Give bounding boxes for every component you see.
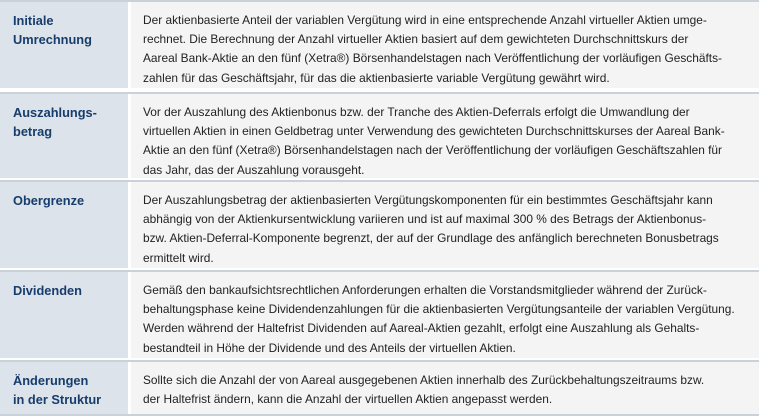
row-text [131, 2, 759, 88]
text-line: Vor der Auszahlung des Aktienbonus bzw. der Tranche des Aktien-Deferrals erfolgt die Umwandlung der [143, 105, 690, 119]
table-row [0, 94, 759, 178]
table-row [0, 362, 759, 414]
row-text [131, 94, 759, 178]
text-line: bzw. Aktien-Deferral-Komponente begrenzt, der auf der Grundlage des anfänglich berechneten Bonusbetrags [143, 231, 719, 246]
text-line: ermittelt wird. [143, 250, 214, 265]
text-line: zahlen für das Geschäftsjahr, für das die aktienbasierte variable Vergütung gewährt wird. [143, 70, 610, 85]
row-label [0, 182, 128, 268]
row-label-line: Initiale [13, 13, 54, 28]
text-line: Der Auszahlungsbetrag der aktienbasierten Vergütungskomponenten für ein bestimmtes Geschäftsjahr kann [143, 193, 713, 207]
text-line: das Jahr, das der Auszahlung vorausgeht. [143, 162, 365, 177]
text-line: Gemäß den bankaufsichtsrechtlichen Anforderungen erhalten die Vorstandsmitglieder während der Zurück- [143, 283, 707, 297]
text-line: Sollte sich die Anzahl der von Aareal ausgegebenen Aktien innerhalb des Zurückbehaltungszeitraums bzw. [143, 373, 705, 387]
row-label [0, 2, 128, 88]
row-label-line: in der Struktur [13, 392, 102, 407]
row-text [131, 182, 759, 268]
text-line: Aktie an den fünf (Xetra®) Börsenhandelstagen nach der Veröffentlichung der vorläufigen Geschäftszahlen für [143, 143, 722, 158]
table-row [0, 272, 759, 358]
text-line: Der aktienbasierte Anteil der variablen Vergütung wird in eine entsprechende Anzahl virtueller Aktien umge- [143, 13, 707, 27]
text-line: Werden während der Haltefrist Dividenden auf Aareal-Aktien gezahlt, erfolgt eine Auszahlung als Gehalts- [143, 321, 700, 336]
row-label [0, 272, 128, 358]
row-label-line: Umrechnung [13, 32, 92, 47]
text-line: Aareal Bank-Aktie an den fünf (Xetra®) Börsenhandelstagen nach Veröffentlichung der vorläufigen Geschäfts- [143, 51, 722, 66]
text-line: rechnet. Die Berechnung der Anzahl virtueller Aktien basiert auf dem gewichteten Durchschnittskurs der [143, 32, 689, 47]
table-row [0, 2, 759, 88]
row-label [0, 362, 128, 414]
row-label-line: Änderungen [13, 373, 89, 388]
row-label-line: betrag [13, 124, 53, 139]
text-line: virtuellen Aktien in einen Geldbetrag unter Verwendung des gewichteten Durchschnittskurses der Aareal Bank- [143, 124, 725, 139]
row-label-line: Auszahlungs- [13, 105, 97, 120]
row-label [0, 94, 128, 178]
row-text [131, 272, 759, 358]
table-row [0, 182, 759, 268]
text-line: der Haltefrist ändern, kann die Anzahl der virtuellen Aktien angepasst werden. [143, 392, 553, 407]
text-line: bestandteil in Höhe der Dividende und des Anteils der virtuellen Aktien. [143, 340, 516, 355]
text-line: behaltungsphase keine Dividendenzahlungen für die aktienbasierten Vergütungsanteile der variablen Vergütung. [143, 302, 735, 317]
row-label-line: Obergrenze [13, 193, 85, 208]
row-label-line: Dividenden [13, 283, 82, 298]
row-text [131, 362, 759, 414]
text-line: abhängig von der Aktienkursentwicklung variieren und ist auf maximal 300 % des Betrags der Aktienbonus- [143, 212, 707, 227]
